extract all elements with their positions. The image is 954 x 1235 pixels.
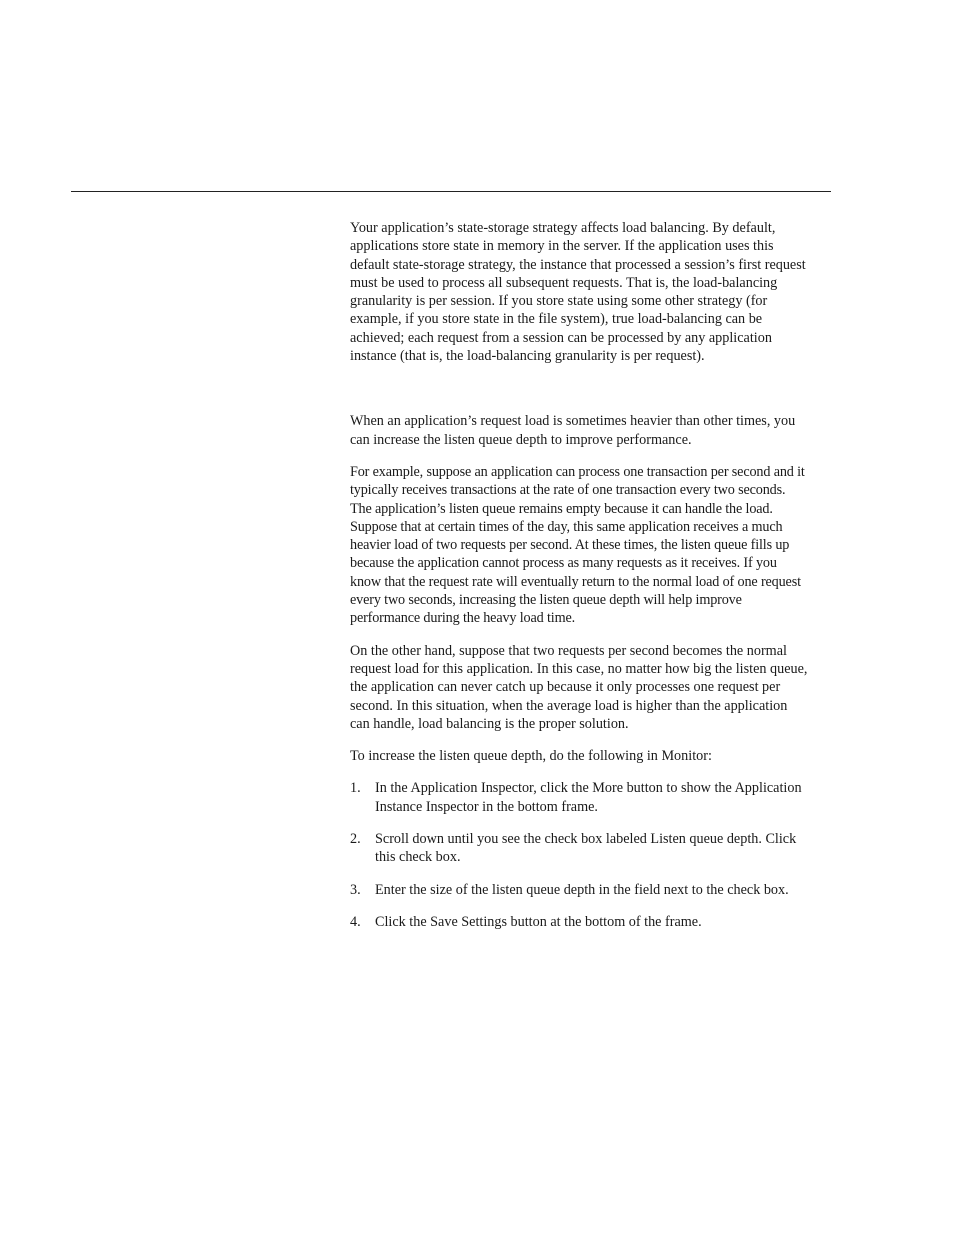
- paragraph-other-hand: On the other hand, suppose that two requests per second becomes the normal request load for this application. In this case, no matter how big the listen queue, the application can never catch up because it only processes one request per second. In this situation, when the average load is higher than the application can handle, load balancing is the proper solution.: [350, 642, 808, 732]
- step-number: 2.: [350, 831, 361, 848]
- steps-list: [350, 779, 810, 931]
- paragraph-state-storage: Your application’s state-storage strategy affects load balancing. By default, applications store state in memory in the server. If the application uses this default state-storage strategy, the instance that processed a session’s first request must be used to process all subsequent requests. That is, the load-balancing granularity is per session. If you store state using some other strategy (for example, if you store state in the file system), true load-balancing can be achieved; each request from a session can be processed by any application instance (that is, the load-balancing granularity is per request).: [350, 220, 806, 365]
- step-number: 4.: [350, 913, 361, 930]
- step-number: 3.: [350, 881, 361, 898]
- list-item: [350, 913, 810, 931]
- list-item: [350, 830, 810, 867]
- paragraph-instructions-intro: To increase the listen queue depth, do the following in Monitor:: [350, 748, 712, 765]
- paragraph-request-load: When an application’s request load is sometimes heavier than other times, you can increase the listen queue depth to improve performance.: [350, 413, 796, 448]
- paragraph-example: For example, suppose an application can process one transaction per second and it typically receives transactions at the rate of one transaction every two seconds. The application’s listen queue remains empty because it can handle the load. Suppose that at certain times of the day, this same application receives a much heavier load of two requests per second. At these times, the listen queue fills up because the application cannot process as many requests as it receives. If you know that the request rate will eventually return to the normal load of one request every two seconds, increasing the listen queue depth will help improve performance during the heavy load time.: [350, 463, 805, 627]
- list-item: [350, 779, 810, 816]
- document-body: [350, 219, 810, 945]
- list-item: [350, 881, 810, 899]
- header-rule: [71, 191, 831, 192]
- step-text: Scroll down until you see the check box labeled Listen queue depth. Click this check box.: [375, 831, 797, 866]
- step-text: In the Application Inspector, click the More button to show the Application Instance Inspector in the bottom frame.: [375, 780, 802, 815]
- step-number: 1.: [350, 780, 361, 797]
- step-text: Click the Save Settings button at the bottom of the frame.: [375, 913, 702, 930]
- step-text: Enter the size of the listen queue depth in the field next to the check box.: [375, 881, 789, 898]
